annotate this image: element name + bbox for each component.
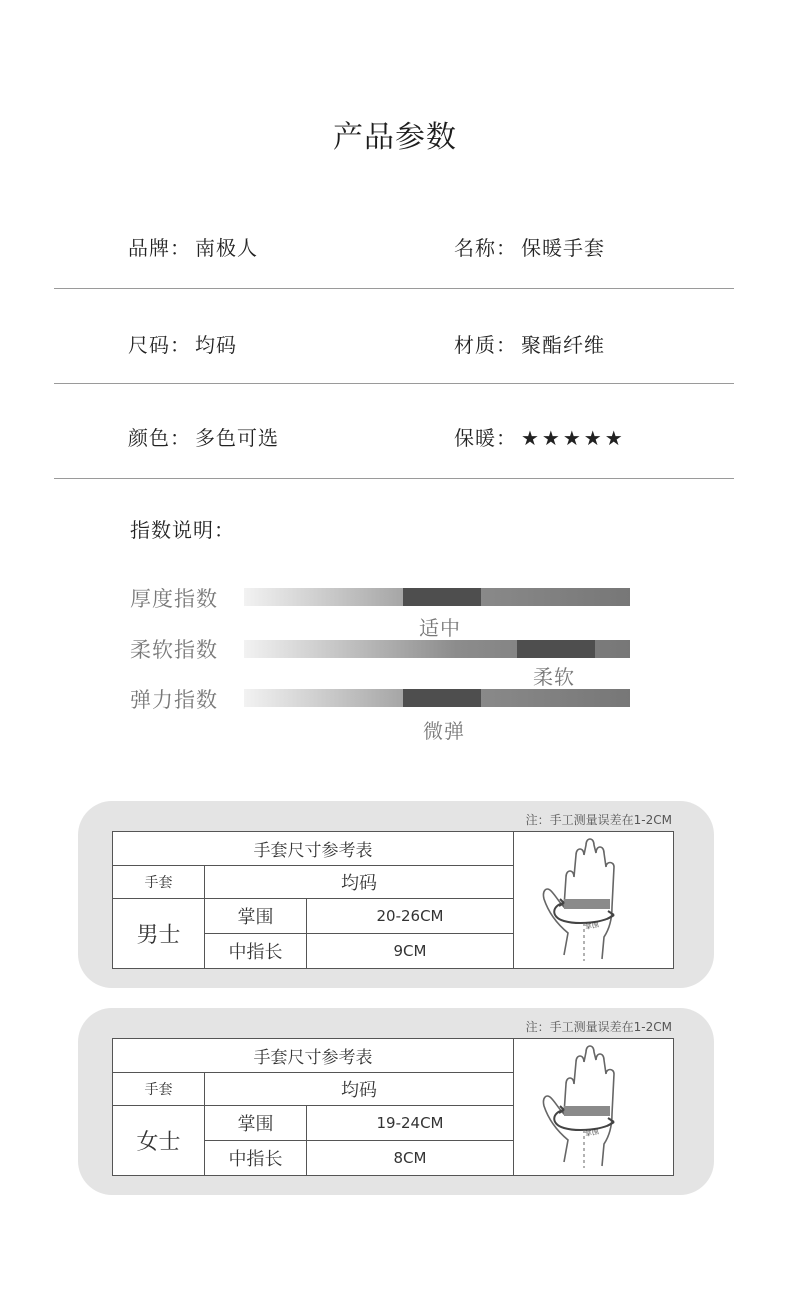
palm-circumference-value: 19-24CM	[307, 1106, 514, 1141]
palm-circumference-value: 20-26CM	[307, 899, 514, 934]
elasticity-index-label: 弹力指数	[130, 688, 218, 712]
param-value: 保暖手套	[521, 236, 605, 260]
divider	[54, 288, 734, 289]
gender-label: 男士	[113, 899, 205, 968]
middle-finger-length-value: 9CM	[307, 934, 514, 968]
size-label: 均码	[205, 1073, 514, 1106]
param-value: 多色可选	[195, 426, 279, 450]
param-label: 名称：	[454, 236, 517, 260]
hand-icon	[534, 837, 654, 963]
row-label: 中指长	[205, 934, 307, 968]
param-material	[454, 329, 605, 358]
param-label: 材质：	[454, 333, 517, 357]
elasticity-index-value: 微弹	[423, 719, 465, 743]
hand-measure-illustration	[514, 1039, 674, 1175]
param-warmth	[454, 422, 626, 451]
size-table	[112, 831, 674, 969]
softness-index-label: 柔软指数	[130, 638, 218, 662]
col-label: 手套	[113, 1073, 205, 1106]
size-table	[112, 1038, 674, 1176]
thickness-index-label: 厚度指数	[130, 587, 218, 611]
table-title: 手套尺寸参考表	[113, 832, 514, 866]
page-title: 产品参数	[333, 120, 457, 155]
row-label: 中指长	[205, 1141, 307, 1175]
hand-measure-illustration	[514, 832, 674, 968]
warmth-stars: ★★★★★	[521, 426, 626, 450]
param-name	[454, 232, 605, 261]
softness-index-marker	[517, 640, 595, 658]
param-value: 南极人	[195, 236, 258, 260]
row-label: 掌围	[205, 899, 307, 934]
softness-index-bar	[244, 640, 630, 658]
param-size	[128, 329, 237, 358]
size-card-women	[78, 1008, 714, 1195]
param-label: 保暖：	[454, 426, 517, 450]
elasticity-index-marker	[403, 689, 481, 707]
size-card-men	[78, 801, 714, 988]
param-label: 尺码：	[128, 333, 191, 357]
thickness-index-bar	[244, 588, 630, 606]
thickness-index-value: 适中	[419, 616, 461, 640]
index-title: 指数说明：	[130, 518, 235, 542]
divider	[54, 478, 734, 479]
param-label: 品牌：	[128, 236, 191, 260]
softness-index-value: 柔软	[533, 665, 575, 689]
elasticity-index-bar	[244, 689, 630, 707]
param-label: 颜色：	[128, 426, 191, 450]
param-color	[128, 422, 279, 451]
divider	[54, 383, 734, 384]
hand-palm-label: 掌围	[584, 920, 600, 932]
hand-palm-label: 掌围	[584, 1127, 600, 1139]
param-brand	[128, 232, 258, 261]
col-label: 手套	[113, 866, 205, 899]
measurement-note: 注：手工测量误差在1-2CM	[525, 813, 672, 827]
row-label: 掌围	[205, 1106, 307, 1141]
size-label: 均码	[205, 866, 514, 899]
param-value: 均码	[195, 333, 237, 357]
table-title: 手套尺寸参考表	[113, 1039, 514, 1073]
middle-finger-length-value: 8CM	[307, 1141, 514, 1175]
param-value: 聚酯纤维	[521, 333, 605, 357]
gender-label: 女士	[113, 1106, 205, 1175]
hand-icon	[534, 1044, 654, 1170]
thickness-index-marker	[403, 588, 481, 606]
measurement-note: 注：手工测量误差在1-2CM	[525, 1020, 672, 1034]
